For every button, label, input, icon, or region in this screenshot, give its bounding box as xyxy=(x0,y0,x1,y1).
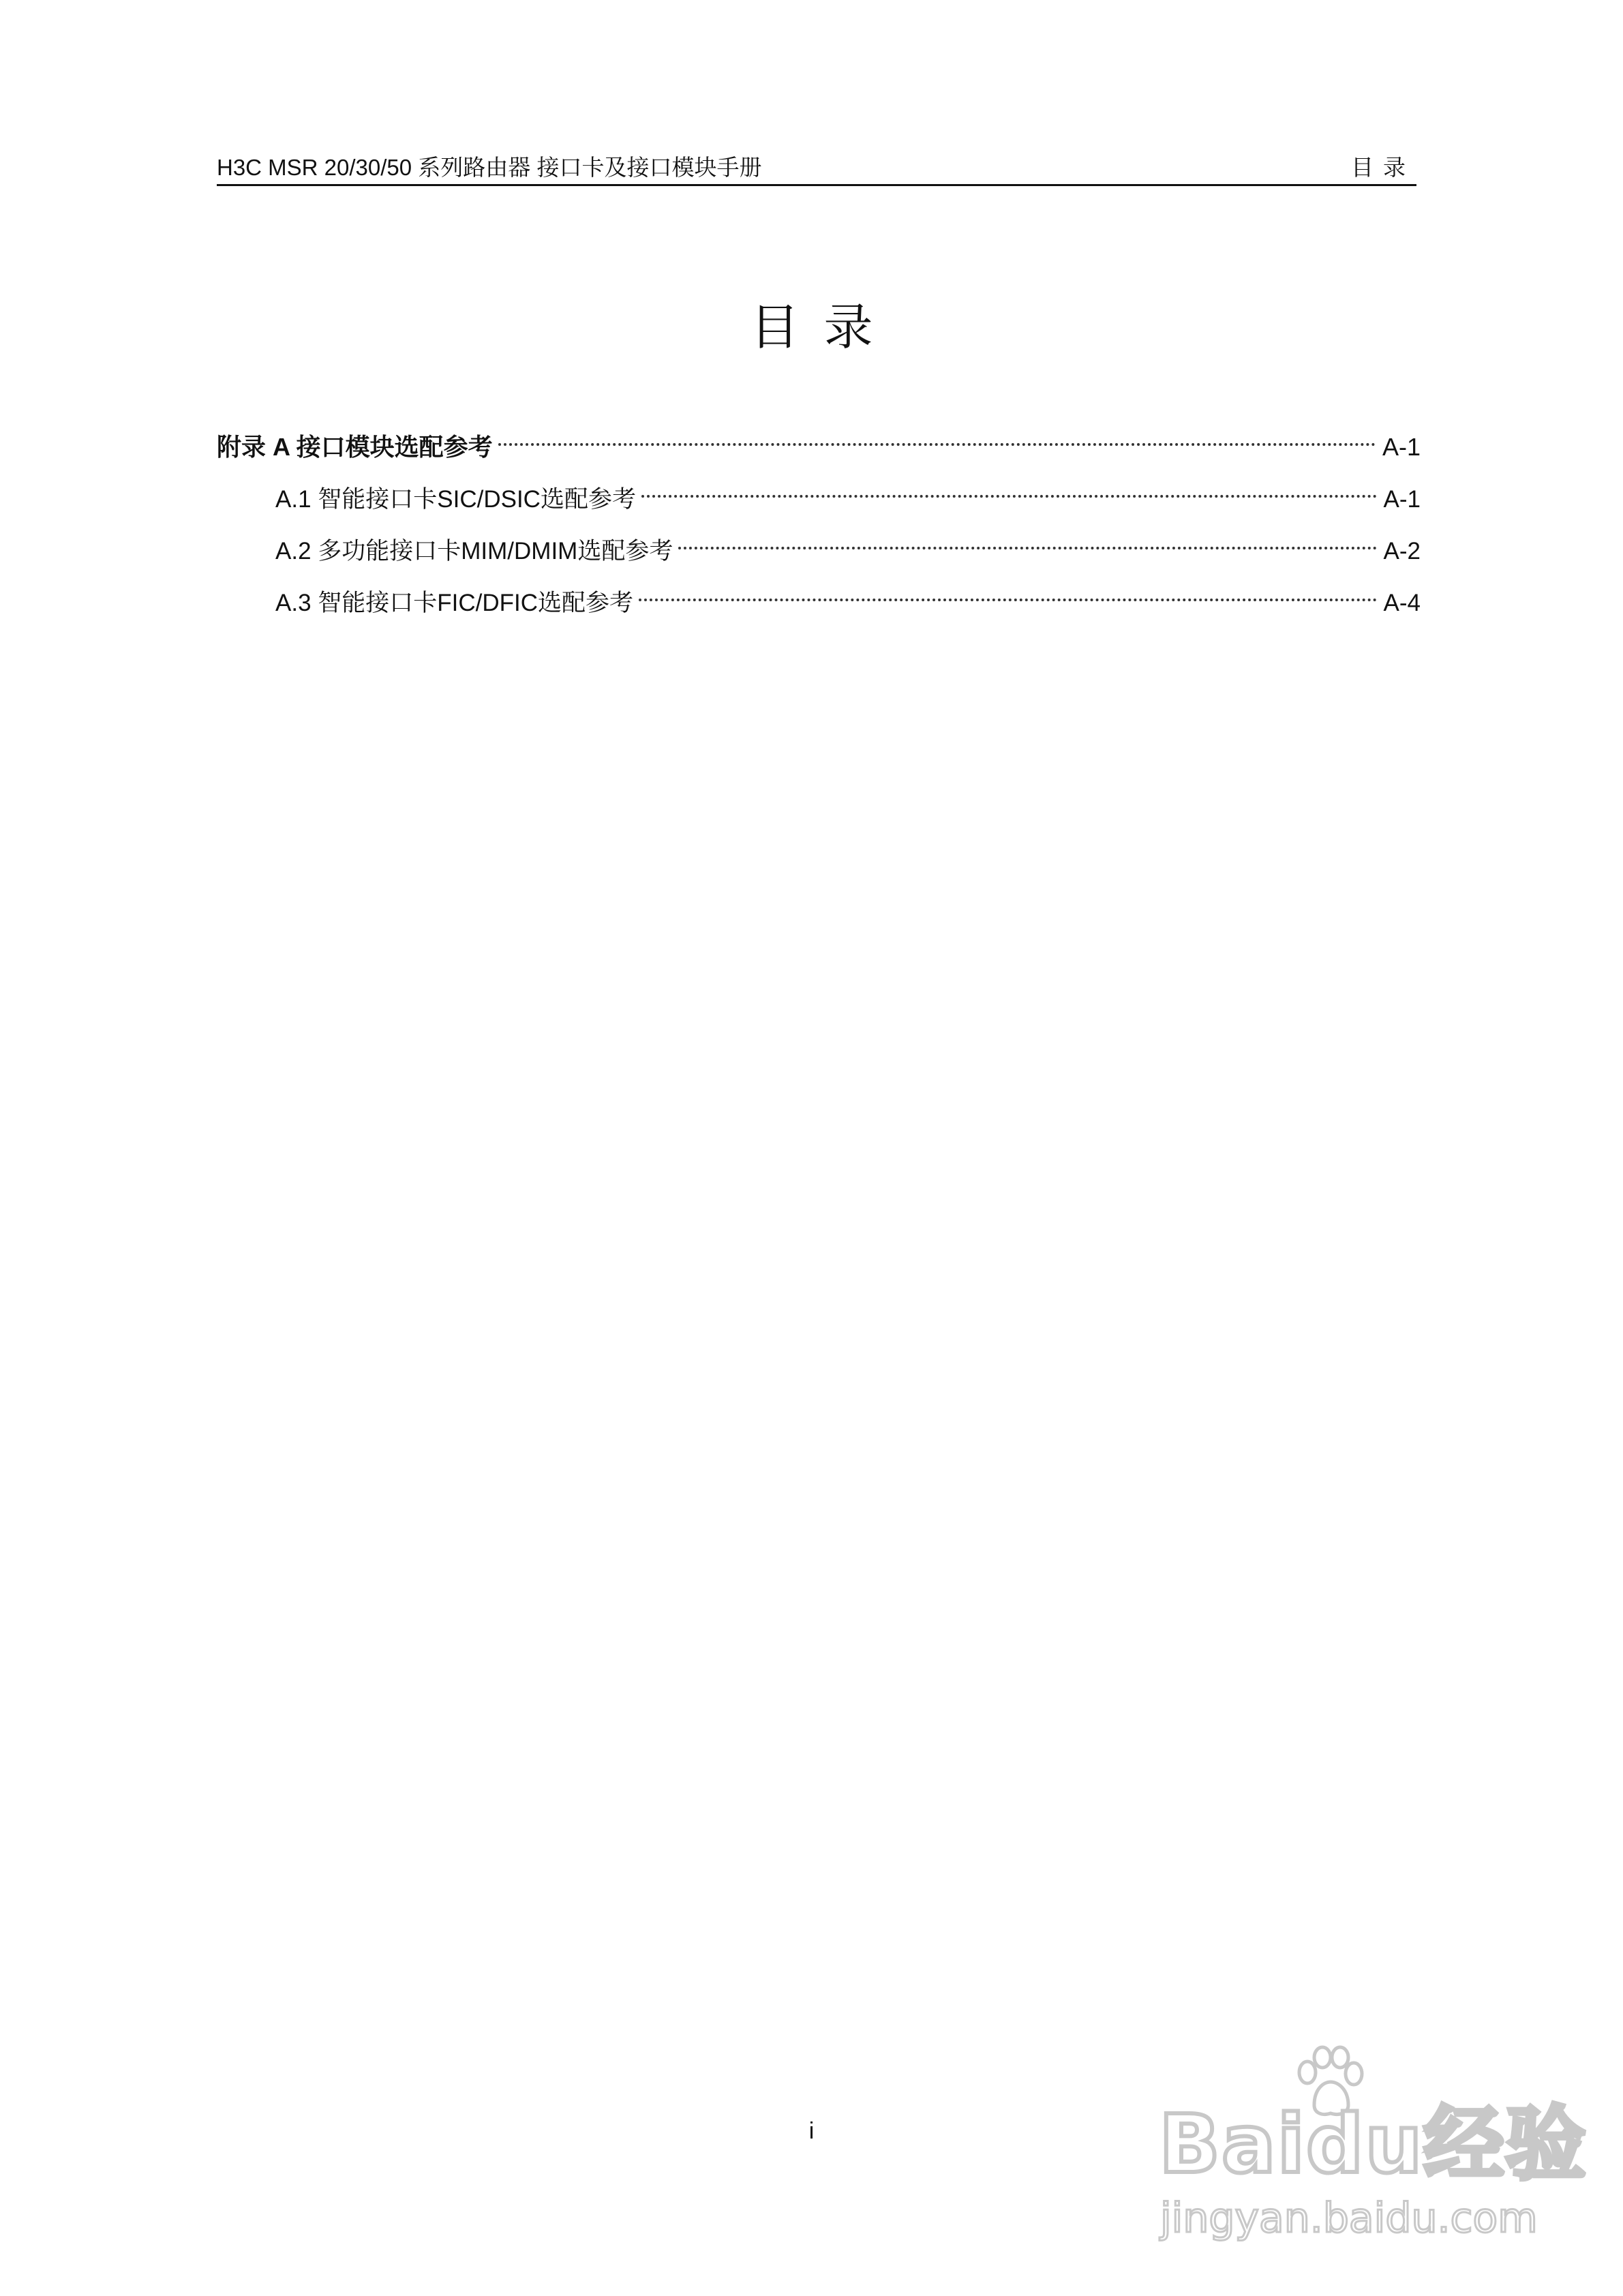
header-document-title: H3C MSR 20/30/50 系列路由器 接口卡及接口模块手册 xyxy=(217,155,762,180)
watermark-url: jingyan.baidu.com xyxy=(1160,2194,1538,2242)
page-number: i xyxy=(808,2118,815,2144)
watermark-brand: Baidu经验 xyxy=(1159,2097,1588,2191)
toc-entry-page: A-1 xyxy=(1382,433,1421,461)
toc-entry-label: A.2 多功能接口卡MIM/DMIM选配参考 xyxy=(275,538,673,564)
toc-entry-a1[interactable] xyxy=(217,465,1421,517)
page-title: 目录 xyxy=(750,301,898,355)
toc-entry-a2[interactable] xyxy=(217,517,1421,569)
toc-entry-page: A-2 xyxy=(1383,538,1421,564)
page-header xyxy=(217,154,1416,186)
toc-entry-page: A-4 xyxy=(1383,590,1421,616)
header-section-title: 目录 xyxy=(1351,155,1415,180)
baidu-watermark xyxy=(1145,2038,1588,2243)
toc-entry-label: 附录 A 接口模块选配参考 xyxy=(217,433,493,461)
toc-entry-label: A.3 智能接口卡FIC/DFIC选配参考 xyxy=(275,590,634,616)
toc-entry-appendix-a[interactable] xyxy=(217,413,1421,465)
toc-entry-label: A.1 智能接口卡SIC/DSIC选配参考 xyxy=(275,486,636,513)
toc-dot-leader xyxy=(641,465,1381,507)
toc-dot-leader xyxy=(639,569,1381,611)
toc-dot-leader xyxy=(678,517,1380,559)
toc-dot-leader xyxy=(498,413,1380,455)
toc-entry-a3[interactable] xyxy=(217,569,1421,620)
table-of-contents xyxy=(217,413,1421,620)
toc-entry-page: A-1 xyxy=(1383,486,1421,513)
